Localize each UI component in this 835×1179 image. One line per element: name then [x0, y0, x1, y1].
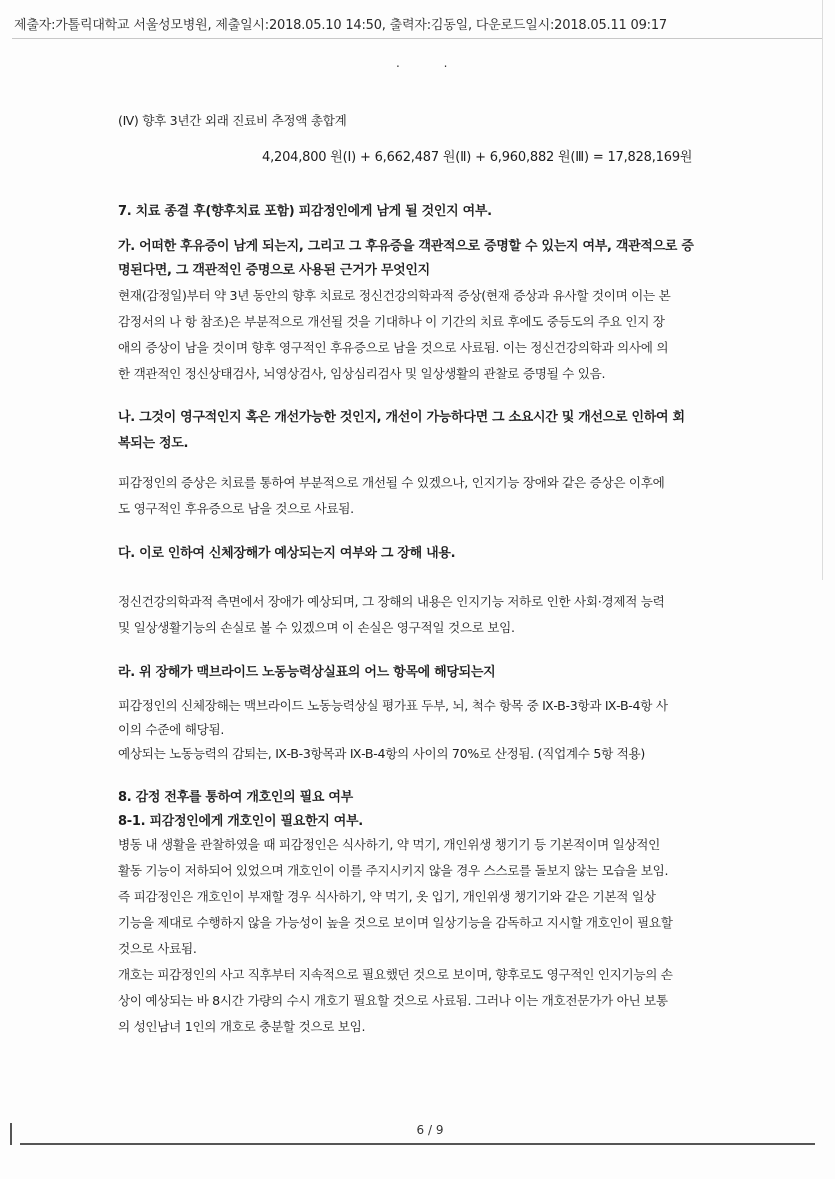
body-line: 상이 예상되는 바 8시간 가량의 수시 개호기 필요할 것으로 사료됨. 그러나 이는 개호전문가가 아닌 보통	[118, 993, 668, 1008]
section-8-1-body	[118, 832, 724, 1040]
body-line: 개호는 피감정인의 사고 직후부터 지속적으로 필요했던 것으로 보이며, 향후로도 영구적인 인지기능의 손	[118, 967, 673, 982]
section-7-ra-question: 라. 위 장해가 맥브라이드 노동능력상실표의 어느 항목에 해당되는지	[118, 665, 496, 680]
scan-dots: . .	[396, 56, 468, 70]
body-line: 병동 내 생활을 관찰하였을 때 피감정인은 식사하기, 약 먹기, 개인위생 챙기기 등 기본적이며 일상적인	[118, 837, 661, 852]
body-line: 의 성인남녀 1인의 개호로 충분할 것으로 보임.	[118, 1019, 366, 1034]
section-7-na-question: 나. 그것이 영구적인지 혹은 개선가능한 것인지, 개선이 가능하다면 그 소요시간 및 개선으로 인하여 회 복되는 정도.	[118, 410, 685, 451]
body-line: 즉 피감정인은 개호인이 부재할 경우 식사하기, 약 먹기, 옷 입기, 개인위생 챙기기와 같은 기본적 일상	[118, 889, 656, 904]
section-iv-formula: 4,204,800 원(Ⅰ) + 6,662,487 원(Ⅱ) + 6,960,882 원(Ⅲ) = 17,828,169원	[262, 150, 693, 165]
body-line: 활동 기능이 저하되어 있었으며 개호인이 이를 주지시키지 않을 경우 스스로를 돌보지 않는 모습을 보임.	[118, 863, 669, 878]
footer-divider	[20, 1143, 815, 1145]
section-7-na-answer: 피감정인의 증상은 치료를 통하여 부분적으로 개선될 수 있겠으나, 인지기능 장애와 같은 증상은 이후에 도 영구적인 후유증으로 남을 것으로 사료됨.	[118, 475, 665, 516]
page-number: 6 / 9	[416, 1123, 444, 1137]
scan-edge-line	[822, 0, 823, 580]
submission-header: 제출자:가톨릭대학교 서울성모병원, 제출일시:2018.05.10 14:50, 출력자:김동일, 다운로드일시:2018.05.11 09:17	[14, 18, 668, 33]
section-7-da-answer: 정신건강의학과적 측면에서 장애가 예상되며, 그 장해의 내용은 인지기능 저하로 인한 사회·경제적 능력 및 일상생활기능의 손실로 볼 수 있겠으며 이 손실은 영구적일 것으로 보임.	[118, 594, 665, 635]
scan-left-mark	[10, 1123, 12, 1145]
section-7-da-question: 다. 이로 인하여 신체장해가 예상되는지 여부와 그 장해 내용.	[118, 546, 456, 561]
header-divider	[12, 38, 822, 39]
body-line: 기능을 제대로 수행하지 않을 가능성이 높을 것으로 보이며 일상기능을 감독하고 지시할 개호인이 필요할	[118, 915, 673, 930]
section-iv-title: (Ⅳ) 향후 3년간 외래 진료비 추정액 총합계	[118, 113, 347, 128]
section-7-title: 7. 치료 종결 후(향후치료 포함) 피감정인에게 남게 될 것인지 여부.	[118, 204, 492, 219]
section-7-ga-question: 가. 어떠한 후유증이 남게 되는지, 그리고 그 후유증을 객관적으로 증명할 수 있는지 여부, 객관적으로 증 명된다면, 그 객관적인 증명으로 사용된 근거가 무엇인지	[118, 239, 694, 278]
section-7-ga-answer: 현재(감정일)부터 약 3년 동안의 향후 치료로 정신건강의학과적 증상(현재 증상과 유사할 것이며 이는 본 감정서의 나 항 참조)은 부분적으로 개선될 것을 기대하나 이 기간의 치료 후에도 중등도의 주요 인지 장 애의 증상이 남을 것이며 향후 영구적인 후유증으로 남을 것으로 사료됨. 이는 정신건강의학과 의사에 의 한 객관적인 정신상태검사, 뇌영상검사, 임상심리검사 및 일상생활의 관찰로 증명될 수 있음.	[118, 288, 671, 381]
section-8-title: 8. 감정 전후를 통하여 개호인의 필요 여부 8-1. 피감정인에게 개호인이 필요한지 여부.	[118, 790, 363, 829]
body-line: 것으로 사료됨.	[118, 941, 197, 956]
section-7-ra-answer: 피감정인의 신체장해는 맥브라이드 노동능력상실 평가표 두부, 뇌, 척수 항목 중 Ⅸ-B-3항과 Ⅸ-B-4항 사 이의 수준에 해당됨. 예상되는 노동능력의 감퇴는, Ⅸ-B-3항목과 Ⅸ-B-4항의 사이의 70%로 산정됨. (직업계수 5항 적용)	[118, 698, 668, 761]
